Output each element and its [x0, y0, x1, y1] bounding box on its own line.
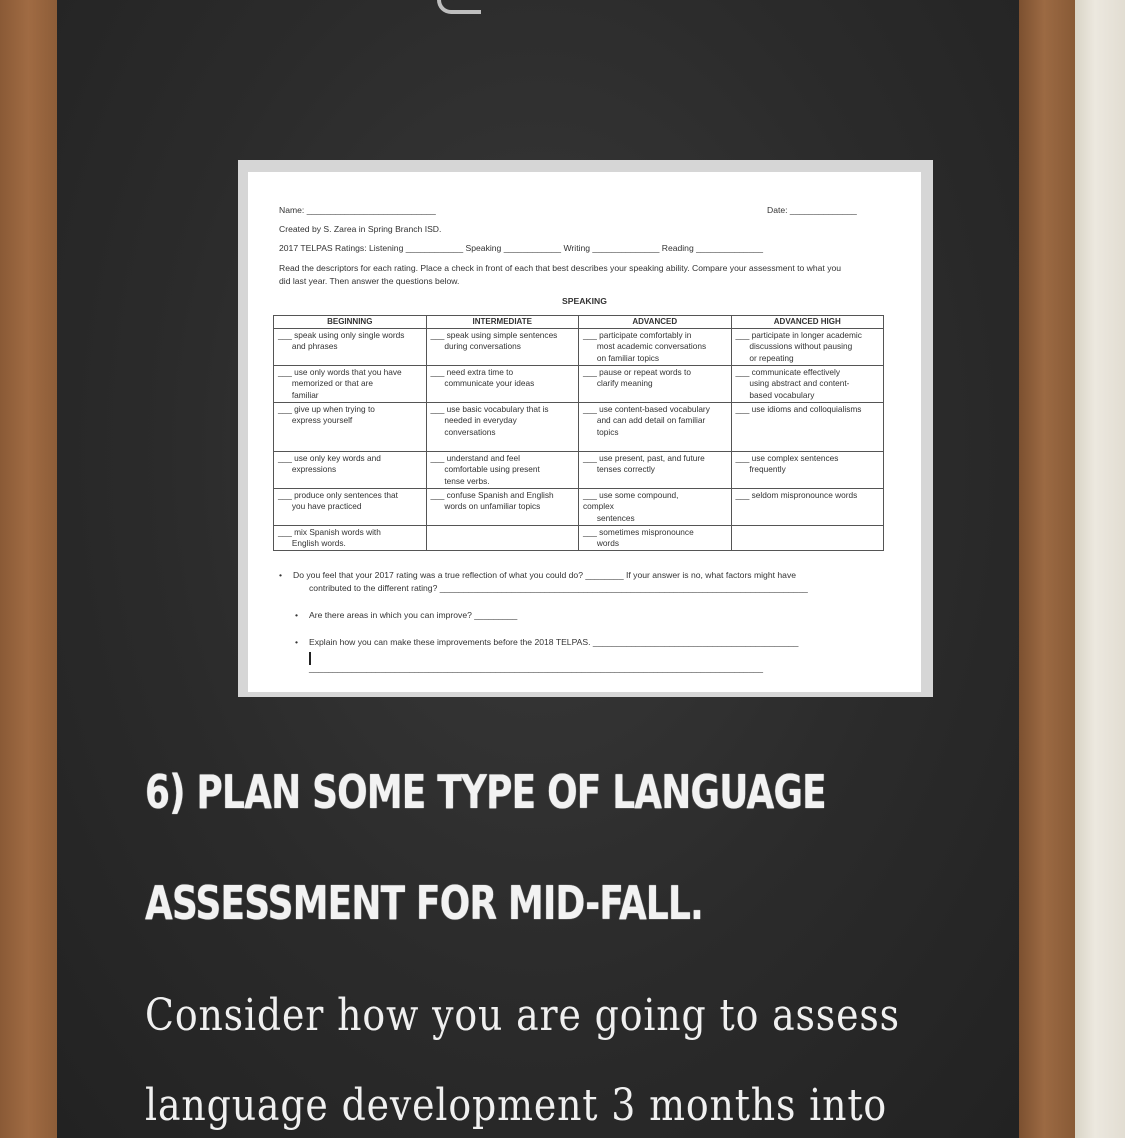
- table-cell: ___ participate in longer academic discussions without pausing or repeating: [731, 328, 884, 365]
- created-by-text: Created by S. Zarea in Spring Branch ISD.: [279, 224, 442, 234]
- table-cell: ___ seldom mispronounce words: [731, 488, 884, 525]
- date-field-label: Date: ______________: [767, 205, 857, 215]
- table-row: [274, 365, 884, 402]
- speaking-rubric-table: [273, 315, 884, 551]
- table-cell: ___ pause or repeat words to clarify meaning: [579, 365, 732, 402]
- table-header-row: [274, 316, 884, 329]
- ratings-line: 2017 TELPAS Ratings: Listening ____________ Speaking ____________ Writing ______________ Reading ______________: [279, 243, 764, 253]
- question-2: • Are there areas in which you can improve? _________: [309, 609, 517, 621]
- table-cell: ___ use idioms and colloquialisms: [731, 402, 884, 451]
- table-cell: ___ produce only sentences that you have practiced: [274, 488, 427, 525]
- table-row: [274, 525, 884, 550]
- instructions-line-1: Read the descriptors for each rating. Place a check in front of each that best describes your speaking ability. Compare your assessment to what you: [279, 263, 842, 273]
- table-cell: ___ use complex sentences frequently: [731, 451, 884, 488]
- frame-right-border: [1019, 0, 1075, 1138]
- table-cell: ___ use basic vocabulary that is needed in everyday conversations: [426, 402, 579, 451]
- worksheet-screenshot: [238, 160, 933, 697]
- column-header: BEGINNING: [274, 316, 427, 329]
- table-row: [274, 328, 884, 365]
- body-text-line-1: Consider how you are going to assess: [145, 990, 900, 1041]
- table-cell: [426, 525, 579, 550]
- step-heading-line-2: ASSESSMENT FOR MID-FALL.: [145, 876, 703, 930]
- table-row: [274, 488, 884, 525]
- table-cell: [731, 525, 884, 550]
- table-cell: ___ participate comfortably in most academic conversations on familiar topics: [579, 328, 732, 365]
- table-cell: ___ use content-based vocabulary and can add detail on familiar topics: [579, 402, 732, 451]
- column-header: INTERMEDIATE: [426, 316, 579, 329]
- question-1-line-a: • Do you feel that your 2017 rating was a true reflection of what you could do? ________ If your answer is no, what factors might have: [293, 569, 796, 581]
- table-cell: ___ give up when trying to express yourself: [274, 402, 427, 451]
- question-3-answer-line: _______________________________________________________________________________________________: [309, 663, 764, 673]
- worksheet-page: [248, 172, 921, 692]
- column-header: ADVANCED HIGH: [731, 316, 884, 329]
- table-cell: ___ communicate effectively using abstract and content- based vocabulary: [731, 365, 884, 402]
- table-cell: ___ use only words that you have memorized or that are familiar: [274, 365, 427, 402]
- column-header: ADVANCED: [579, 316, 732, 329]
- table-cell: ___ mix Spanish words with English words.: [274, 525, 427, 550]
- question-1-line-b: contributed to the different rating? _____________________________________________________________________________: [309, 583, 808, 593]
- chalk-letter-fragment: [437, 0, 481, 14]
- section-title: SPEAKING: [562, 296, 607, 306]
- instructions-line-2: did last year. Then answer the questions below.: [279, 276, 460, 286]
- table-cell: ___ speak using simple sentences during conversations: [426, 328, 579, 365]
- body-text-line-2: language development 3 months into: [145, 1080, 888, 1131]
- table-cell: ___ use present, past, and future tenses correctly: [579, 451, 732, 488]
- name-field-label: Name: ___________________________: [279, 205, 436, 215]
- wall-background: [1075, 0, 1125, 1138]
- table-cell: ___ understand and feel comfortable using present tense verbs.: [426, 451, 579, 488]
- step-heading-line-1: 6) PLAN SOME TYPE OF LANGUAGE: [145, 765, 826, 819]
- table-cell: ___ confuse Spanish and English words on unfamiliar topics: [426, 488, 579, 525]
- question-3: • Explain how you can make these improvements before the 2018 TELPAS. ___________________________________________: [309, 636, 798, 648]
- frame-left-border: [0, 0, 57, 1138]
- table-row: [274, 451, 884, 488]
- table-row: [274, 402, 884, 451]
- table-cell: ___ use some compound, complex sentences: [579, 488, 732, 525]
- rubric-body: [274, 328, 884, 550]
- table-cell: ___ sometimes mispronounce words: [579, 525, 732, 550]
- table-cell: ___ speak using only single words and phrases: [274, 328, 427, 365]
- table-cell: ___ use only key words and expressions: [274, 451, 427, 488]
- table-cell: ___ need extra time to communicate your ideas: [426, 365, 579, 402]
